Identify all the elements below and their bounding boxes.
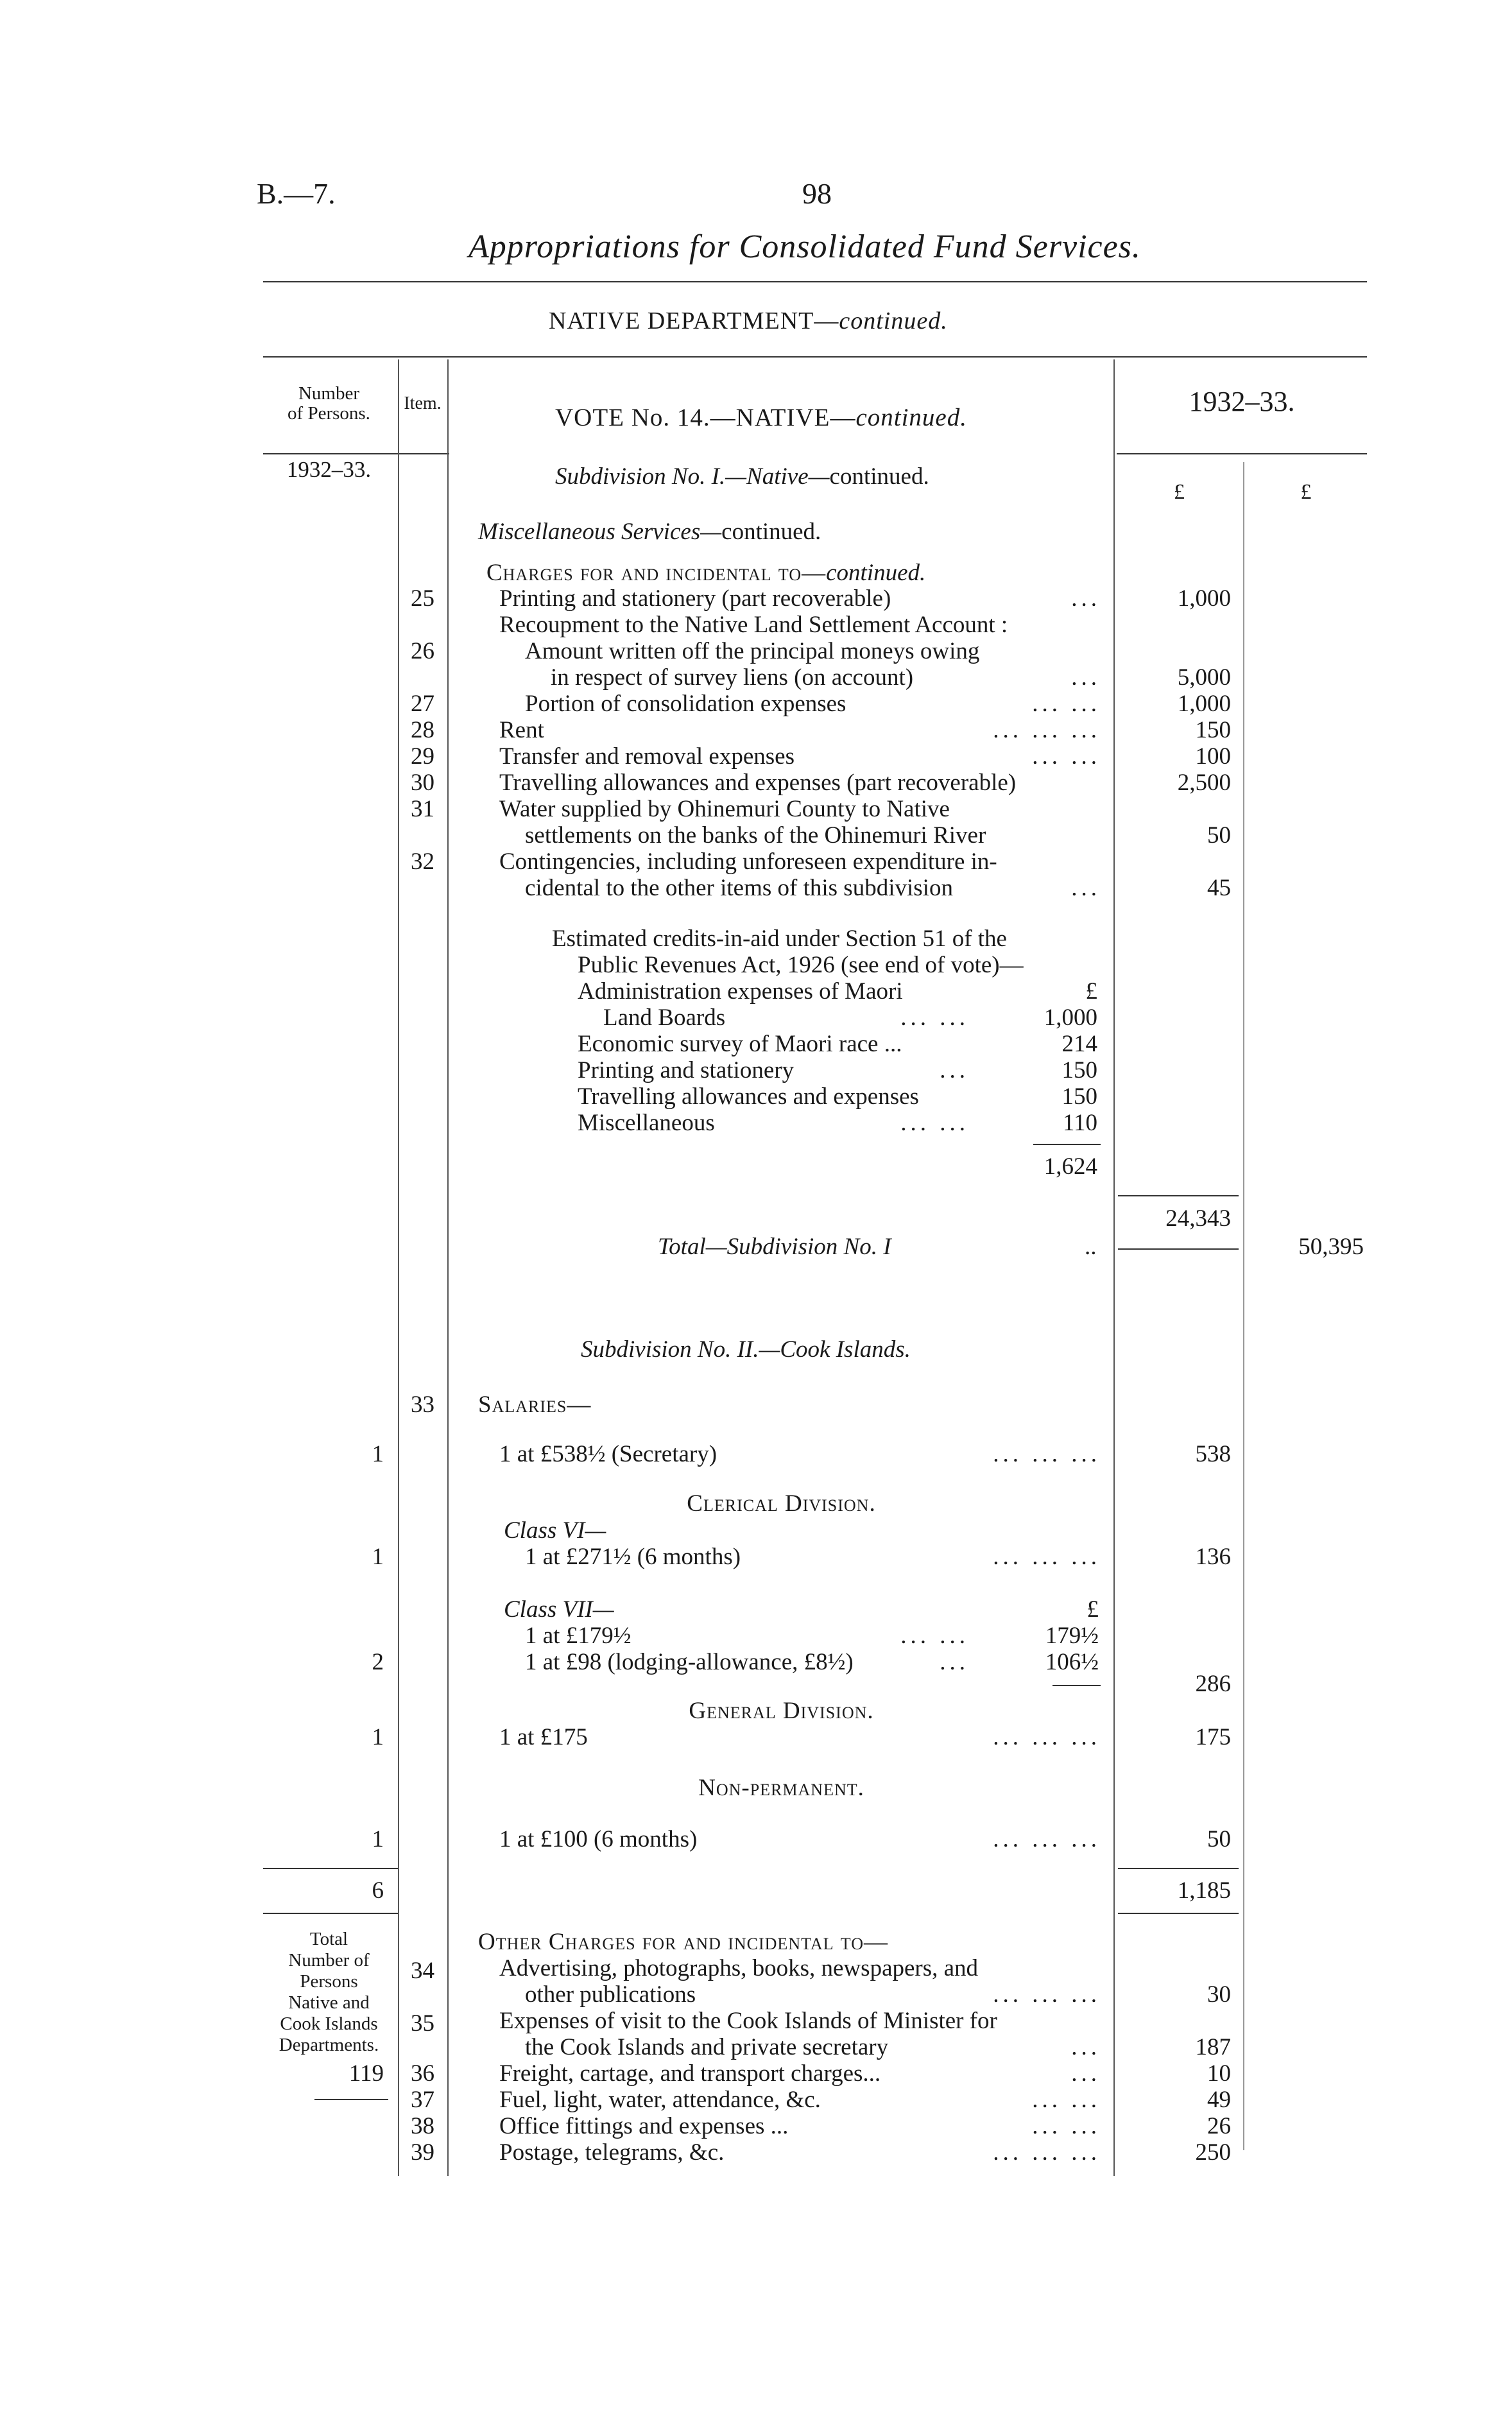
item-amount: 1,000 [1177,585,1231,612]
leader-dots: ... ... ... [993,1981,1101,2008]
leader-dots: ... ... ... [993,2139,1101,2166]
persons-total-underline [263,1913,398,1914]
leader-dots: ... [1071,664,1101,691]
leader-dots: ... ... [1032,743,1101,770]
credit-label: Economic survey of Maori race ... [578,1031,902,1057]
amount-col-divider [1113,359,1115,2176]
item-col-divider [447,359,449,2176]
leader-dots: ... ... [1032,691,1101,717]
pound-col-1: £ [1174,480,1185,504]
item-col-header: Item. [404,393,442,413]
leader-dots: ... ... ... [993,1826,1101,1852]
item-number: 36 [411,2060,434,2087]
leader-dots: ... ... [1032,2087,1101,2113]
salary-subamount: 106½ [1045,1649,1099,1675]
persons-col-header: Number of Persons. [288,383,370,424]
vote-heading: VOTE No. 14.—NATIVE—continued. [555,404,967,431]
item-description: settlements on the banks of the Ohinemuri River [525,822,986,849]
salary-amount: 538 [1195,1441,1231,1467]
item-amount: 150 [1195,717,1231,743]
salary-line: 1 at £179½ [525,1623,631,1649]
other-charges-heading: Other Charges for and incidental to— [478,1929,888,1955]
class7-total: 286 [1195,1671,1231,1697]
class7-rule [1052,1685,1101,1686]
general-division-heading: General Division. [689,1698,874,1724]
subdiv1-heading: Subdivision No. I.—Native—continued. [555,463,929,490]
item-description: Water supplied by Ohinemuri County to Native [499,796,950,822]
leader-dots: ... ... [900,1110,969,1136]
persons-count: 1 [372,1441,384,1467]
year-col-header: 1932–33. [1189,386,1295,417]
item-description: other publications [525,1981,696,2008]
salary-subamount: 179½ [1045,1623,1099,1649]
credit-amount: 1,000 [1044,1005,1097,1031]
leader-dots: ... ... [900,1623,969,1649]
total-persons: 119 [348,2060,384,2087]
item-amount: 10 [1207,2060,1231,2087]
salaries-total: 1,185 [1177,1877,1231,1904]
item-number: 34 [411,1958,434,1984]
non-permanent-heading: Non-permanent. [698,1775,864,1801]
item-description: Transfer and removal expenses [499,743,795,770]
item-amount: 100 [1195,743,1231,770]
credit-amount: 150 [1061,1057,1097,1083]
item-number: 27 [411,691,434,717]
credit-label: Land Boards [603,1005,726,1031]
credit-label: Travelling allowances and expenses [578,1083,919,1110]
amount2-col-divider [1243,462,1244,2150]
persons-col-divider [398,359,399,2176]
item-amount: 30 [1207,1981,1231,2008]
leader-dots: ... ... ... [993,1544,1101,1570]
item-number: 25 [411,585,434,612]
pound-col-2: £ [1300,480,1312,504]
total-persons-rule [314,2099,388,2100]
item-description: Freight, cartage, and transport charges... [499,2060,881,2087]
department-heading: NATIVE DEPARTMENT—continued. [549,307,948,334]
item-number: 28 [411,717,434,743]
item-description: Amount written off the principal moneys owing [525,638,980,664]
page-ref: B.—7. [257,177,336,210]
persons-count: 2 [372,1649,384,1675]
salary-amount: 175 [1195,1724,1231,1750]
item-amount: 1,000 [1177,691,1231,717]
item-description: Advertising, photographs, books, newspapers, and [499,1955,979,1981]
credit-amount: 110 [1062,1110,1097,1136]
item-amount: 5,000 [1177,664,1231,691]
persons-count: 1 [372,1724,384,1750]
item-number: 26 [411,638,434,664]
salary-line: 1 at £175 [499,1724,588,1750]
salary-line: 1 at £271½ (6 months) [525,1544,741,1570]
item-description: Postage, telegrams, &c. [499,2139,725,2166]
salary-amount: 50 [1207,1826,1231,1852]
salary-line: 1 at £98 (lodging-allowance, £8½) [525,1649,854,1675]
item-number: 35 [411,2010,434,2037]
item-number: 32 [411,849,434,875]
table-top-rule [263,356,1367,358]
leader-dots: ... [1071,585,1101,612]
item-number: 30 [411,770,434,796]
item-description: Printing and stationery (part recoverable) [499,585,891,612]
credits-rule [1033,1144,1101,1145]
credit-label: Miscellaneous [578,1110,715,1136]
item-number: 38 [411,2113,434,2139]
item-description: Rent [499,717,544,743]
item-description: the Cook Islands and private secretary [525,2034,889,2060]
subdiv1-total: 50,395 [1298,1234,1364,1260]
item-number: 37 [411,2087,434,2113]
leader-dots: ... [940,1057,969,1083]
total-persons-note: Total Number of Persons Native and Cook Islands Departments. [279,1929,379,2055]
item-amount: 2,500 [1177,770,1231,796]
leader-dots: ... ... ... [993,1441,1101,1467]
item-amount: 45 [1207,875,1231,901]
subdiv1-total-label: Total—Subdivision No. I [658,1234,891,1260]
credit-amount: 150 [1061,1083,1097,1110]
leader-dots: ... ... [1032,2113,1101,2139]
persons-year: 1932–33. [286,457,372,482]
persons-total-rule [263,1868,398,1869]
credit-amount: 214 [1061,1031,1097,1057]
credits-intro: Public Revenues Act, 1926 (see end of vote)— [578,952,1024,978]
persons-count: 1 [372,1826,384,1852]
persons-count: 1 [372,1544,384,1570]
salary-line: 1 at £538½ (Secretary) [499,1441,717,1467]
persons-header-rule [263,453,404,454]
item-description: Contingencies, including unforeseen expenditure in- [499,849,997,875]
item-amount: 49 [1207,2087,1231,2113]
salaries-heading: Salaries— [478,1392,592,1418]
item-amount: 250 [1195,2139,1231,2166]
leader-dots: ... [1071,2034,1101,2060]
leader-dots: ... ... [900,1005,969,1031]
leader-dots: .. [1085,1234,1097,1260]
page-title: Appropriations for Consolidated Fund Services. [468,229,1141,265]
item-number: 39 [411,2139,434,2166]
subtotal-rule [1118,1195,1239,1196]
credit-label: Printing and stationery [578,1057,795,1083]
item-amount: 50 [1207,822,1231,849]
item-number: 29 [411,743,434,770]
leader-dots: ... ... ... [993,1724,1101,1750]
item-number: 33 [411,1392,434,1418]
class6-heading: Class VI— [504,1517,606,1544]
subtotal-underline [1118,1248,1239,1250]
credits-total: 1,624 [1044,1153,1097,1180]
salary-line: 1 at £100 (6 months) [499,1826,698,1852]
page-number: 98 [802,177,832,210]
item-amount: 26 [1207,2113,1231,2139]
subdiv2-heading: Subdivision No. II.—Cook Islands. [581,1336,911,1363]
leader-dots: ... ... ... [993,717,1101,743]
item-description: cidental to the other items of this subdivision [525,875,953,901]
year-header-rule [1117,453,1367,454]
leader-dots: ... [1071,875,1101,901]
clerical-division-heading: Clerical Division. [687,1490,876,1517]
leader-dots: ... [940,1649,969,1675]
subdiv1-subtotal: 24,343 [1165,1205,1231,1232]
leader-dots: ... [1071,2060,1101,2087]
misc-services-heading: Miscellaneous Services—continued. [478,519,821,545]
item-description: Fuel, light, water, attendance, &c. [499,2087,821,2113]
credit-label: Administration expenses of Maori [578,978,903,1005]
class7-currency: £ [1087,1596,1099,1623]
salary-amount: 136 [1195,1544,1231,1570]
salaries-total-rule [1118,1868,1239,1869]
item-number: 31 [411,796,434,822]
item-description: Recoupment to the Native Land Settlement Account : [499,612,1008,638]
salaries-total-underline [1118,1913,1239,1914]
persons-total: 6 [372,1877,384,1904]
title-rule [263,281,1367,282]
class7-heading: Class VII— [504,1596,614,1623]
credits-currency: £ [1085,978,1097,1005]
item-description: Office fittings and expenses ... [499,2113,789,2139]
item-amount: 187 [1195,2034,1231,2060]
item-header-rule [398,453,449,454]
item-description: in respect of survey liens (on account) [551,664,914,691]
credits-intro: Estimated credits-in-aid under Section 51 of the [552,926,1007,952]
charges-heading: Charges for and incidental to—continued. [486,560,926,586]
item-description: Portion of consolidation expenses [525,691,846,717]
item-description: Travelling allowances and expenses (part recoverable) [499,770,1017,796]
item-description: Expenses of visit to the Cook Islands of Minister for [499,2008,997,2034]
